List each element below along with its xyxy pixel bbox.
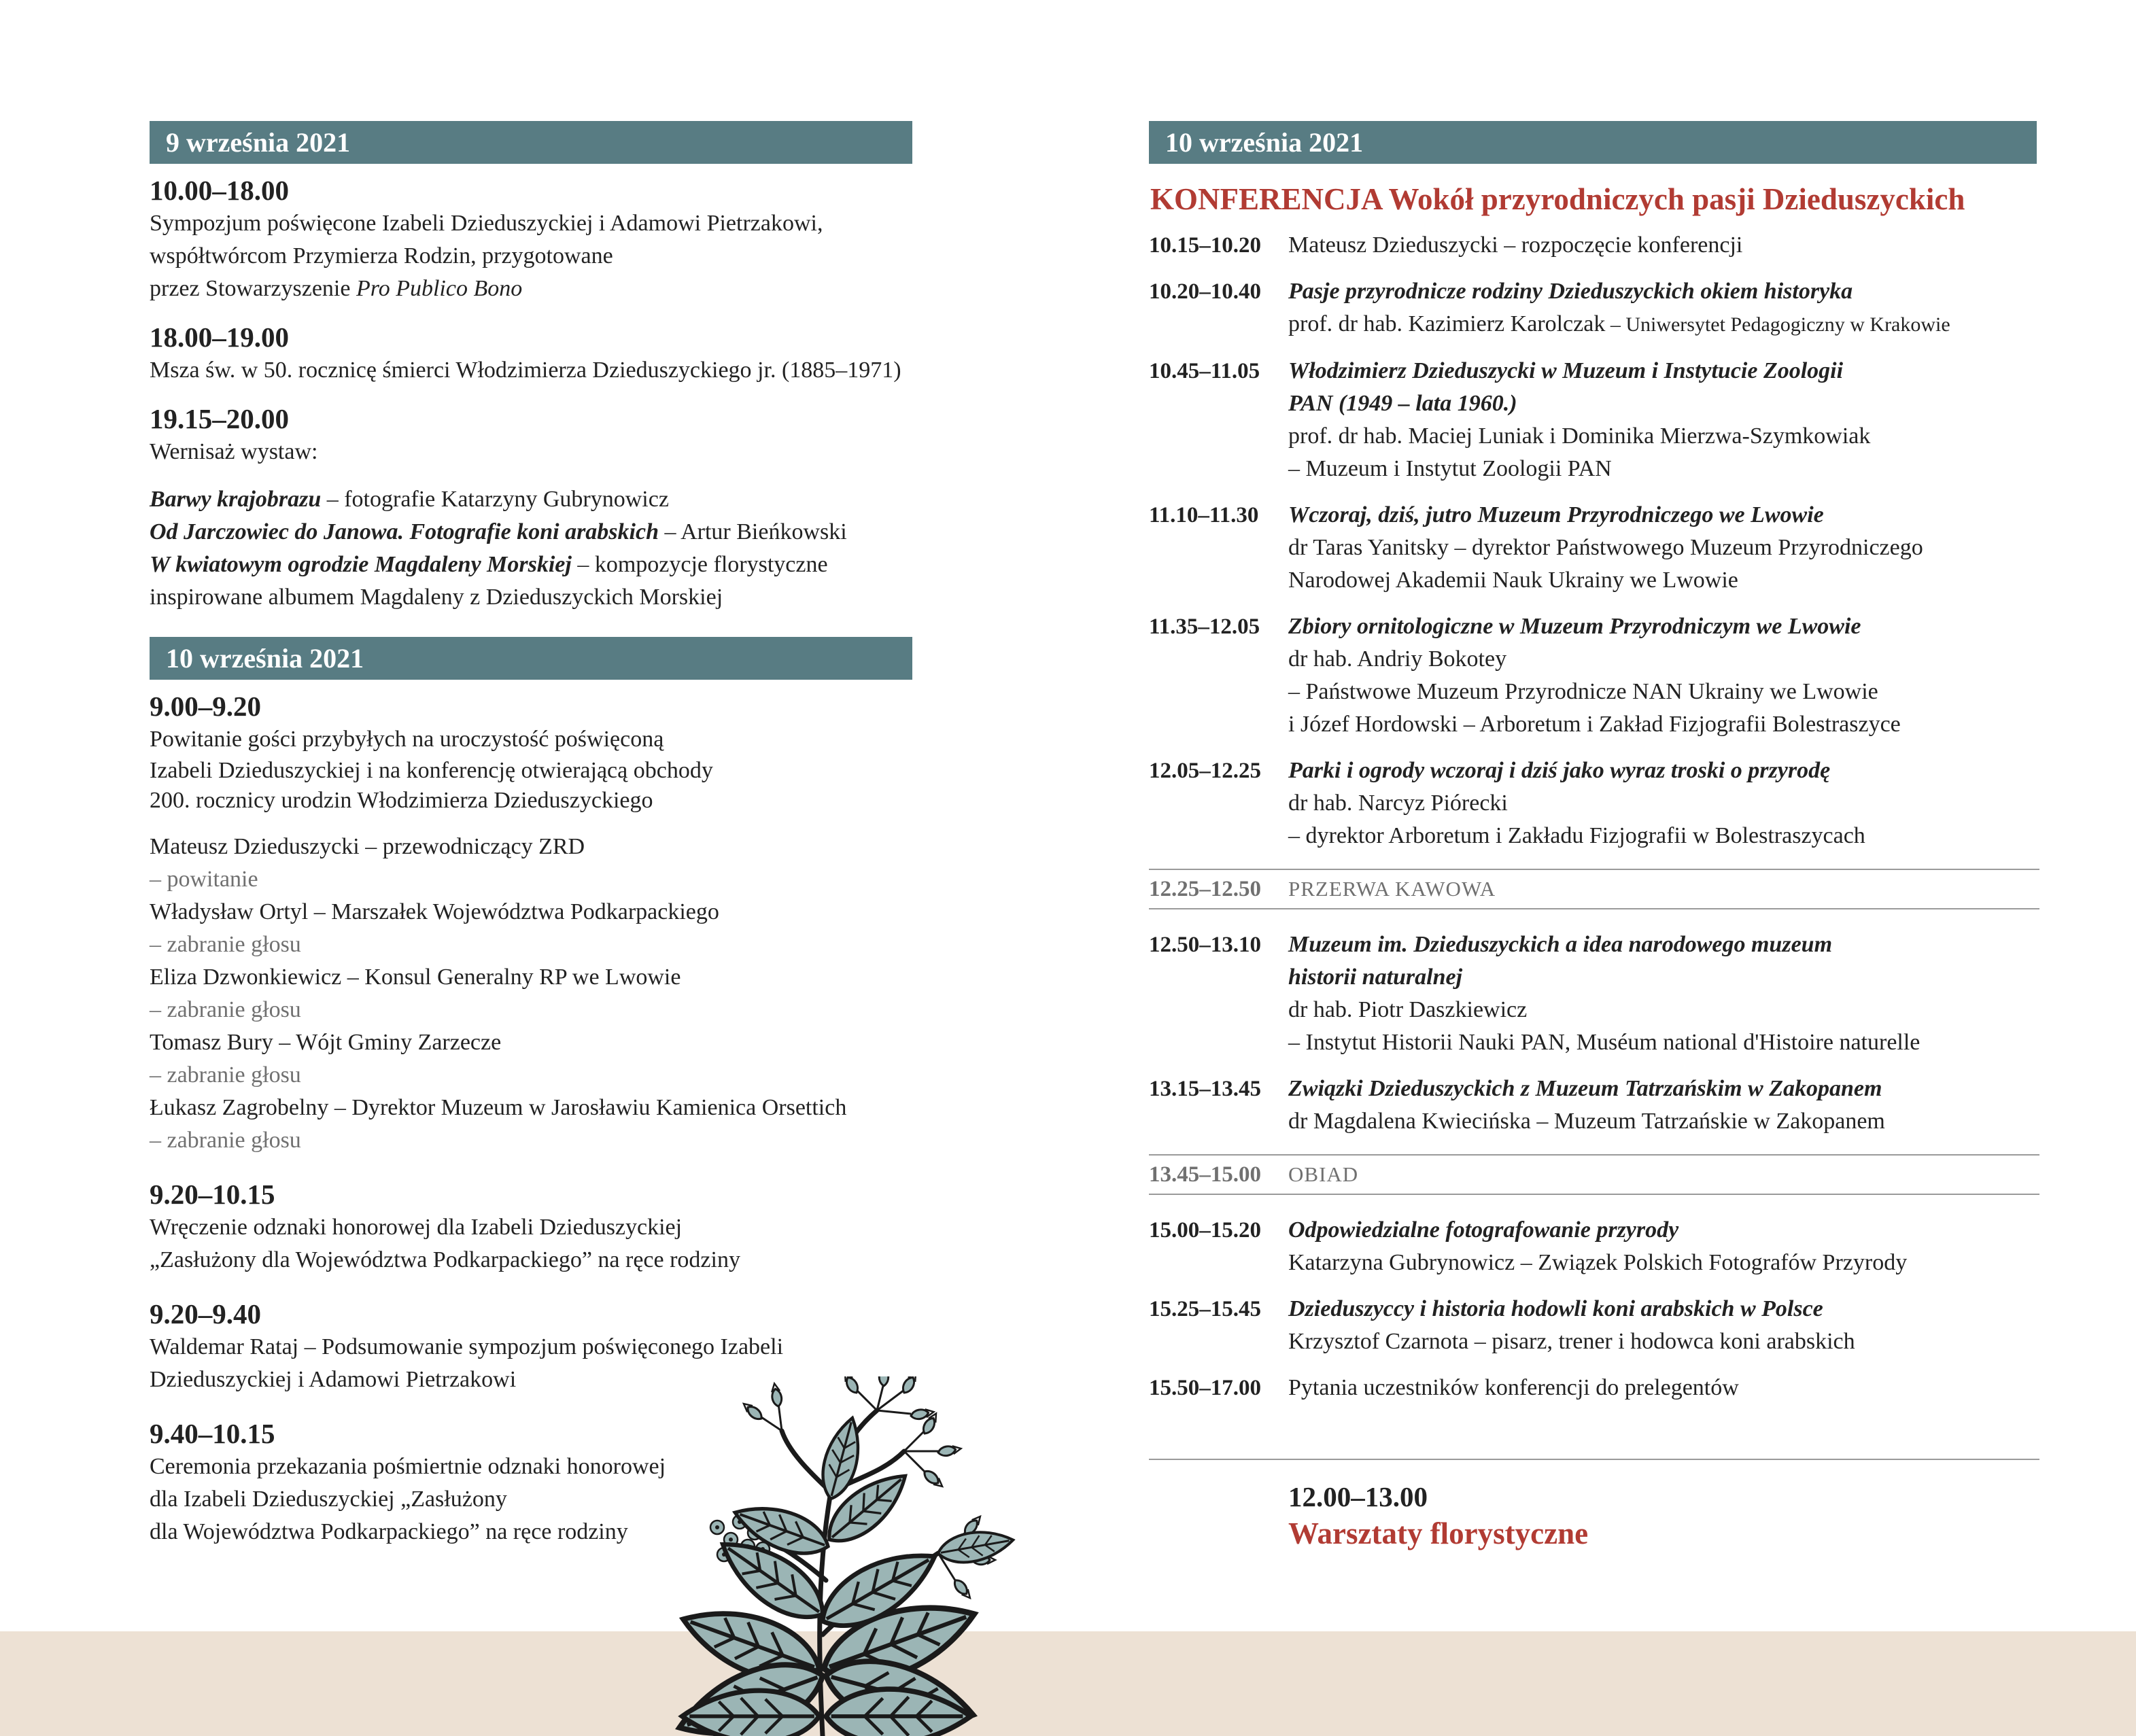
speaker-role: – zabranie głosu [150, 997, 301, 1022]
session-line: dr hab. Piotr Daszkiewicz [1288, 997, 1528, 1022]
session-time: 15.50–17.00 [1149, 1376, 1261, 1400]
session [1149, 610, 2039, 741]
time-label: 18.00–19.00 [150, 322, 289, 353]
pro-publico-bono: Pro Publico Bono [356, 276, 523, 301]
break-label: PRZERWA KAWOWA [1288, 877, 1496, 901]
time-label: 10.00–18.00 [150, 175, 289, 206]
time-label: 9.20–10.15 [150, 1179, 275, 1210]
session-line: – Państwowe Muzeum Przyrodnicze NAN Ukrainy we Lwowie [1288, 679, 1878, 704]
session-time: 10.45–11.05 [1149, 359, 1260, 383]
break-time: 12.25–12.50 [1149, 877, 1261, 901]
text-line: Ceremonia przekazania pośmiertnie odznaki honorowej [150, 1454, 666, 1479]
session [1149, 754, 2039, 852]
session-time: 12.50–13.10 [1149, 933, 1261, 957]
exhibition-title: Barwy krajobrazu [150, 487, 322, 512]
botanical-plant-icon [585, 1376, 1047, 1736]
time-label: 19.15–20.00 [150, 403, 289, 434]
session-line: Krzysztof Czarnota – pisarz, trener i hodowca koni arabskich [1288, 1329, 1855, 1354]
speaker-name: Łukasz Zagrobelny – Dyrektor Muzeum w Jarosławiu Kamienica Orsettich [150, 1095, 847, 1120]
speaker-role: – zabranie głosu [150, 932, 301, 957]
text-line: Powitanie gości przybyłych na uroczystość poświęconą [150, 727, 664, 752]
lunch-break [1149, 1154, 2039, 1195]
text-span: przez Stowarzyszenie [150, 276, 356, 301]
time-label: 9.00–9.20 [150, 691, 261, 722]
text-line: Dzieduszyckiej i Adamowi Pietrzakowi [150, 1367, 517, 1392]
text-line [150, 273, 918, 305]
session-line: – Instytut Historii Nauki PAN, Muséum national d'Histoire naturelle [1288, 1030, 1920, 1055]
divider [1149, 1459, 2039, 1460]
text-line: inspirowane albumem Magdaleny z Dzieduszyckich Morskiej [150, 585, 723, 610]
speaker: prof. dr hab. Kazimierz Karolczak [1288, 311, 1606, 336]
exhibition-line [150, 483, 918, 516]
text-line: Waldemar Rataj – Podsumowanie sympozjum poświęconego Izabeli [150, 1334, 784, 1359]
session-time: 10.20–10.40 [1149, 279, 1261, 304]
speaker-name: Mateusz Dzieduszycki – przewodniczący ZRD [150, 834, 585, 859]
text-line: dla Izabeli Dzieduszyckiej „Zasłużony [150, 1487, 507, 1512]
right-column [1149, 121, 2039, 1552]
session-title: Włodzimierz Dzieduszycki w Muzeum i Instytucie Zoologii [1288, 358, 1844, 383]
break-time: 13.45–15.00 [1149, 1162, 1261, 1187]
speaker-name: Władysław Ortyl – Marszałek Województwa Podkarpackiego [150, 899, 719, 924]
session-line: Mateusz Dzieduszycki – rozpoczęcie konferencji [1288, 232, 1743, 258]
session [1149, 499, 2039, 597]
session-time: 11.10–11.30 [1149, 503, 1259, 527]
session-title: Zbiory ornitologiczne w Muzeum Przyrodniczym we Lwowie [1288, 614, 1861, 639]
speaker-name: Tomasz Bury – Wójt Gminy Zarzecze [150, 1030, 502, 1055]
session-line: Pytania uczestników konferencji do prelegentów [1288, 1375, 1739, 1400]
speaker-role: – zabranie głosu [150, 1062, 301, 1088]
time-label: 9.40–10.15 [150, 1418, 275, 1449]
session-time: 10.15–10.20 [1149, 233, 1261, 258]
session-line [1288, 308, 2039, 341]
text-line: Izabeli Dzieduszyckiej i na konferencję otwierającą obchody [150, 758, 713, 783]
session-line: – dyrektor Arboretum i Zakładu Fizjografii w Bolestraszycach [1288, 823, 1865, 848]
session [1149, 275, 2039, 341]
text-line: dla Województwa Podkarpackiego” na ręce rodziny [150, 1519, 628, 1544]
session-time: 12.05–12.25 [1149, 759, 1261, 783]
text-span: – kompozycje florystyczne [571, 552, 828, 577]
session-time: 15.25–15.45 [1149, 1297, 1261, 1321]
session-line: Narodowej Akademii Nauk Ukrainy we Lwowie [1288, 568, 1738, 593]
exhibition-line [150, 549, 918, 581]
text-line: Msza św. w 50. rocznicę śmierci Włodzimierza Dzieduszyckiego jr. (1885–1971) [150, 358, 901, 383]
session [1149, 928, 2039, 1059]
session-line: Katarzyna Gubrynowicz – Związek Polskich Fotografów Przyrody [1288, 1250, 1908, 1275]
session-time: 11.35–12.05 [1149, 614, 1260, 639]
break-label: OBIAD [1288, 1162, 1359, 1186]
session-line: – Muzeum i Instytut Zoologii PAN [1288, 456, 1612, 481]
bottom-band [0, 1631, 2136, 1736]
session-title: Parki i ogrody wczoraj i dziś jako wyraz troski o przyrodę [1288, 758, 1831, 783]
session-title: Muzeum im. Dzieduszyckich a idea narodowego muzeum [1288, 932, 1833, 957]
text-line: „Zasłużony dla Województwa Podkarpackiego” na ręce rodziny [150, 1247, 740, 1272]
session-time: 15.00–15.20 [1149, 1218, 1261, 1243]
workshop-title: Warsztaty florystyczne [1288, 1516, 1589, 1550]
coffee-break [1149, 869, 2039, 909]
session-title: Związki Dzieduszyckich z Muzeum Tatrzańskim w Zakopanem [1288, 1076, 1882, 1101]
session [1149, 355, 2039, 485]
text-line: Sympozjum poświęcone Izabeli Dzieduszyckiej i Adamowi Pietrzakowi, [150, 211, 823, 236]
session-time: 13.15–13.45 [1149, 1077, 1261, 1101]
session-title: Pasje przyrodnicze rodziny Dzieduszyckich okiem historyka [1288, 279, 1853, 304]
text-span: – fotografie Katarzyny Gubrynowicz [321, 487, 669, 512]
program-block [150, 402, 918, 614]
session-line: dr Taras Yanitsky – dyrektor Państwowego Muzeum Przyrodniczego [1288, 535, 1923, 560]
session-title: historii naturalnej [1288, 965, 1463, 990]
exhibition-title: Od Jarczowiec do Janowa. Fotografie koni arabskich [150, 519, 659, 544]
session-line: dr hab. Andriy Bokotey [1288, 646, 1507, 672]
session-line: dr hab. Narcyz Piórecki [1288, 791, 1508, 816]
session [1149, 1214, 2039, 1279]
text-line: 200. rocznicy urodzin Włodzimierza Dzieduszyckiego [150, 788, 653, 813]
session-title: Odpowiedzialne fotografowanie przyrody [1288, 1217, 1679, 1243]
conference-title: KONFERENCJA Wokół przyrodniczych pasji Dzieduszyckich [1150, 182, 1965, 216]
session-line: dr Magdalena Kwiecińska – Muzeum Tatrzańskie w Zakopanem [1288, 1109, 1885, 1134]
session [1149, 1293, 2039, 1358]
workshop-block [1149, 1479, 2039, 1552]
text-line: współtwórcom Przymierza Rodzin, przygotowane [150, 243, 613, 268]
text-line: Wernisaż wystaw: [150, 439, 318, 464]
session-title: Dzieduszyccy i historia hodowli koni arabskich w Polsce [1288, 1296, 1823, 1321]
program-block [150, 1177, 918, 1277]
day-header-sep9: 9 września 2021 [150, 121, 912, 164]
speaker-role: – powitanie [150, 867, 258, 892]
session-title: PAN (1949 – lata 1960.) [1288, 391, 1517, 416]
speaker-role: – zabranie głosu [150, 1128, 301, 1153]
time-label: 9.20–9.40 [150, 1298, 261, 1330]
day-header-conference: 10 września 2021 [1149, 121, 2037, 164]
program-block [150, 320, 918, 387]
session-line: prof. dr hab. Maciej Luniak i Dominika Mierzwa-Szymkowiak [1288, 423, 1871, 449]
session [1149, 229, 2039, 262]
session-line: i Józef Hordowski – Arboretum i Zakład Fizjografii Bolestraszyce [1288, 712, 1901, 737]
session-title: Wczoraj, dziś, jutro Muzeum Przyrodniczego we Lwowie [1288, 502, 1824, 527]
session [1149, 1073, 2039, 1138]
session [1149, 1372, 2039, 1404]
program-block [150, 173, 918, 305]
affiliation: – Uniwersytet Pedagogiczny w Krakowie [1605, 313, 1950, 336]
text-line: Wręczenie odznaki honorowej dla Izabeli Dzieduszyckiej [150, 1215, 683, 1240]
day-header-sep10: 10 września 2021 [150, 637, 912, 680]
exhibition-title: W kwiatowym ogrodzie Magdaleny Morskiej [150, 552, 572, 577]
workshop-time: 12.00–13.00 [1288, 1481, 1428, 1512]
text-span: – Artur Bieńkowski [658, 519, 847, 544]
program-block [150, 689, 918, 1157]
left-column [150, 121, 918, 1548]
speaker-name: Eliza Dzwonkiewicz – Konsul Generalny RP we Lwowie [150, 965, 681, 990]
exhibition-line [150, 516, 918, 549]
